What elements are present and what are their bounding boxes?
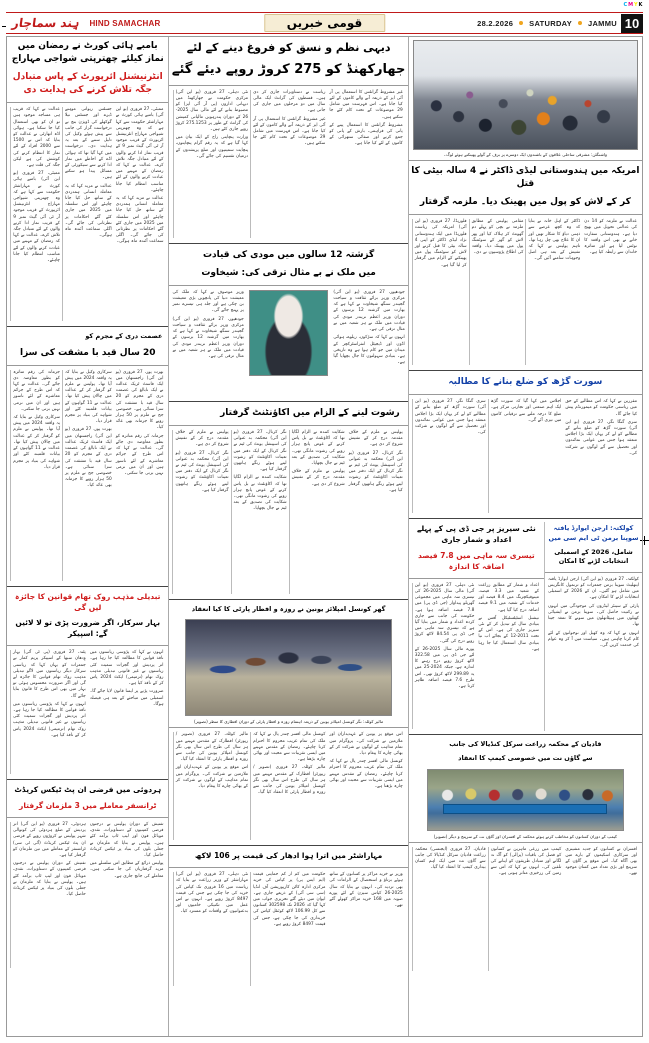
paragraph: بھرت پور، 27 فروری (یو این آئی) راجستھان میں ایک فاسٹ ٹریک عدالت نے ایک نابالغ کی عصمت دری کے مجرم کو 20 سال قید با مشقت کی سزا سنائی ہے۔ خصوصی جج نے ملزم پر 50 ہزار روپے کا جرمانہ بھی عائد کیا۔ xyxy=(115,369,164,431)
paragraph: وزیر موصوف نے کہا کہ ملک کی معیشت دنیا کی پانچویں بڑی معیشت بن چکی ہے اور جلد ہی تیسرے نمبر پر پہنچ جائے گی۔ xyxy=(172,289,244,314)
headline-line-2: انٹرنیشنل ائرپورٹ کے پاس متبادل جگہ تلاش کرنے کی ہدایت دی xyxy=(12,72,163,96)
headline-line-2 xyxy=(169,265,407,283)
body-col-a xyxy=(88,822,166,968)
cmyk-c: C xyxy=(623,2,628,8)
paragraph: پورے مالی سال 2025-26 کے لئے جی ڈی پی میں 322.58 لاکھ کروڑ روپے درج رہنے کا اندازہ ہے، جبکہ 2024-25 میں یہ 299.89 لاکھ کروڑ تھی۔ اس طرح 7.6 فیصد اضافہ ظاہر کرتا ہے۔ xyxy=(414,646,475,689)
body-col-a xyxy=(327,872,404,986)
body-col-a xyxy=(114,370,166,581)
paragraph: پولیس نے ملزم کے خلاف مقدمہ درج کر کے تفتیش شروع کر دی ہے۔ xyxy=(291,469,345,487)
portrait-photo-shekhawat xyxy=(249,290,329,376)
body-col-b xyxy=(250,90,327,238)
article-kolkata-tmc xyxy=(544,522,642,731)
headline-line-1 xyxy=(545,522,642,546)
paragraph: اعداد و شمار کے مطابق زراعت کے شعبہ میں 3.3 فیصد، مینوفیکچرنگ میں 8.4 فیصد اور خدمات کے شعبہ میں 9.1 فیصد اضافہ درج کیا گیا ہے۔ xyxy=(478,582,540,613)
headline xyxy=(169,405,407,423)
paragraph: نگر کرنال، 27 فروری (یو این آئی) محکمہ بد عنوانی کی اسپیشل یونٹ کی ٹیم نے نگر کرنال کے ایک دفتر میں تعینات اکاؤنٹنٹ کو رشوت لیتے ہوئے رنگے ہاتھوں گرفتار کیا ہے۔ xyxy=(175,450,229,493)
article-shekhawat-modi xyxy=(169,247,407,398)
body-col-c xyxy=(173,90,250,238)
article-conversion-law xyxy=(7,590,168,777)
masthead xyxy=(6,12,643,34)
body-col-b xyxy=(289,430,347,594)
paragraph: پارٹی کے سینئر لیڈروں کی موجودگی میں انہوں نے رکنیت حاصل کی۔ سوپنا برمن نے ایشیائی کھیلوں میں ہیپٹاتھلون میں سونے کا تمغہ جیتا تھا۔ xyxy=(548,603,639,628)
paragraph: نئی دہلی، 27 فروری (یو این آئی) مہاراشٹر کے وزیر زراعت نے بتایا کہ ریاست میں 16 فروری تک کپاس کی خرید کی جا چکی ہے جس کی قیمت 8497 کروڑ روپے ہے۔ انہوں نے اس عمل میں تکنیکی خامیوں اور بدعنوانیوں کے واقعات کو مسترد کیا۔ xyxy=(175,872,249,915)
headline-line-2: شامل، 2026 کے اسمبلی انتخابات لڑنے کا امکان xyxy=(554,548,633,566)
photo-snow-crowd xyxy=(413,40,638,150)
paragraph: شکایت کنندہ نے الزام لگایا تھا کہ اکاؤنٹنٹ نے بل پاس کرنے کے عوض پانچ ہزار روپے کی رشوت مانگی تھی۔ شکایت کی تصدیق کے بعد ٹیم نے جال بچھایا۔ xyxy=(233,475,287,512)
body-col-b xyxy=(250,732,327,840)
paragraph: انہوں نے کہا کہ پڑوسی ریاستوں میں نافذ قوانین کا مطالعہ کیا جا رہا ہے۔ اتر پردیش اور گجرات سمیت کئی ریاستوں نے غیر قانونی تبدیلی مذہب روک تھام (ترمیمی) ایکٹ 2024 پاس کر کے نافذ کیا ہے۔ xyxy=(89,650,164,687)
masthead-date: 28.2.2026 xyxy=(477,18,514,28)
headline-line-1: گزشتہ 12 سالوں میں مودی کی قیادت xyxy=(202,249,375,260)
paragraph: کونسل مالی افسر چندر پال نے کہا کہ ملک کی تمام غریب محروم کا احترام کرنا چاہئے۔ رمضان کے مقدس مہینے میں ایسی تقریبات سے محبت اور بھائی چارہ بڑھتا ہے۔ xyxy=(253,732,326,763)
paragraph: غیر مشروط گرانٹس کا استعمال پی آر آئی ایز کے ذریعہ آنے والے کاموں کے لئے کیا جاتا ہے۔ اس فہرست میں شامل 29 موضوعات کے تحت کام کئے جا سکتے ہیں۔ xyxy=(253,116,326,147)
headline-line-2 xyxy=(409,549,544,576)
body-col-c xyxy=(173,872,250,986)
headline-line-1: نئی سیریز پر جی ڈی پی کے پہلے اعداد و شمار جاری xyxy=(416,524,536,545)
paragraph: جرمانہ کی رقم متاثرہ کو بطور معاوضہ دی جائے گی۔ عدالت نے کہا کہ اس طرح کے جرائم معاشرے کے لئے ناسور ہیں اور ان میں نرمی نہیں برتی جا سکتی۔ xyxy=(115,433,164,476)
article-suratgarh-district xyxy=(409,374,642,515)
body-col-a xyxy=(169,288,246,398)
masthead-edition: JAMMU xyxy=(588,18,617,28)
cmyk-m: M xyxy=(628,2,634,8)
headline-line-2-text: ٹرانسفر معاملے میں 3 ملزمان گرفتار xyxy=(19,801,157,811)
paragraph: نیشنل اسٹیٹسٹیکل آفس نے بنیادی سال کو تبدیل کر کے نئی سیریز جاری کی ہے۔ اس کے تحت 2011-12 کے بجائے اب نیا بنیادی سال استعمال کیا جا رہا ہے۔ xyxy=(478,615,540,652)
body-col-c xyxy=(173,732,250,840)
headline-line-2 xyxy=(7,799,168,815)
masthead-meta xyxy=(477,19,617,28)
column-2 xyxy=(168,37,407,1036)
cmyk-k: K xyxy=(638,2,643,8)
paragraph: عدالت نے مزید کہا کہ یہ معاملہ انسانی ہمدردی کے ساتھ حل کیا جانا چاہئے اور اس سلسلہ میں 2025 میں جاری کئے گئے احکامات پر نظرثانی کی جائے گی۔ اگلی سماعت آئندہ ماہ ہوگی۔ xyxy=(115,196,164,245)
headline-line-2-text: سے گاؤں نت میں خصوصی کیمپ کا انعقاد xyxy=(458,754,593,763)
masthead-day: SATURDAY xyxy=(529,18,572,28)
body-col-a xyxy=(476,583,541,729)
body-col-c xyxy=(469,219,526,365)
banner-icon xyxy=(443,804,607,814)
headline-line-2 xyxy=(409,194,642,212)
body-col-b xyxy=(330,288,407,398)
article-iftar-party xyxy=(169,603,407,842)
masthead-logo-english: HIND SAMACHAR xyxy=(89,18,161,28)
page-number-badge: 10 xyxy=(621,14,643,33)
page-body xyxy=(6,36,643,1037)
paragraph: انہوں نے کہا کہ سڑکوں، ریلوے، ہوائی اڈوں اور ڈیجیٹل انفراسٹرکچر کے میدان میں جو کام ہوا ہے وہ تاریخی ہے۔ بنیادی سہولتوں کا جال بچھایا گیا ہے۔ xyxy=(333,335,405,366)
body-col-c xyxy=(412,399,488,513)
body-col-b xyxy=(488,847,564,971)
paragraph: ممبئی، 27 فروری (یو این آئی) بامبے ہائی کورٹ نے مہاراشٹر حکومت سے کہا ہے کہ وہ چھترپتی شیواجی مہاراج انٹرنیشنل ائرپورٹ کے قریب موجود آر ٹی آئی گیٹ نمبر 9 کے قریب نماز ادا کرنے والوں کے لئے متبادل جگہ تلاش کرے۔ عدالت نے کہا کہ رمضان کے مہینے میں عبادت کرنے والوں کے لئے مناسب انتظام کیا جانا چاہئے۔ xyxy=(13,171,60,264)
article-rape-convict-sentence xyxy=(7,330,168,582)
paragraph: ڈاکٹر کے اہل خانہ نے بتایا کہ وہ کچھ عرصے سے ذہنی دباؤ کا شکار تھیں اور ان کا علاج بھی چل رہا تھا۔ تاہم پولیس نے کہا کہ تفتیش کے بعد ہی اصل وجوہات سامنے آئیں گی۔ xyxy=(528,219,581,262)
paragraph: عدالت نے مزید کہا کہ یہ معاملہ انسانی ہمدردی کے ساتھ حل کیا جانا چاہئے اور اس سلسلہ میں 2025 میں جاری کئے گئے احکامات پر نظرثانی کی جائے گی۔ اگلی سماعت آئندہ ماہ ہوگی۔ xyxy=(64,183,112,239)
article-us-doctor-murder xyxy=(409,40,642,367)
paragraph: سری گنگا نگر، 27 فروری (یو این آئی) سورت گڑھ کو ضلع بنانے کے مطالبے کو لے کر یہاں ایک بڑا اجلاس منعقد ہوا جس میں عوامی نمائندوں اور تحصیل سے آئے لوگوں نے شرکت کی۔ xyxy=(414,399,486,436)
body-col-a xyxy=(563,847,639,971)
headline-line-1: ہردوئی میں فرضی ان پٹ ٹیکس کریڈٹ xyxy=(14,785,162,795)
cmyk-y: Y xyxy=(634,2,638,8)
paragraph: ہردوئی، 27 فروری (یو این آئی) اتر پردیش کے ضلع ہردوئی کی کوتوالی شہر پولیس نے کروڑوں روپے کے فرضی ان پٹ ٹیکس کریڈٹ (آئی ٹی سی) ٹرانسفر کے معاملے میں تین ملزمان کو گرفتار کیا ہے۔ xyxy=(13,821,86,858)
paragraph: ممبئی، 27 فروری (یو این آئی) بامبے ہائی کورٹ نے مہاراشٹر حکومت سے کہا ہے کہ وہ چھترپتی شیواجی مہاراج انٹرنیشنل ائرپورٹ کے قریب موجود آر ٹی آئی گیٹ نمبر 9 کے قریب نماز ادا کرنے والوں کے لئے متبادل جگہ تلاش کرے۔ عدالت نے کہا کہ رمضان کے مہینے میں عبادت کرنے والوں کے لئے مناسب انتظام کیا جانا چاہئے۔ xyxy=(115,107,164,193)
body-col-d xyxy=(172,430,230,594)
paragraph: اجلاس میں کہا گیا کہ سورت گڑھ ایک اہم صنعتی اور تجارتی مرکز ہے۔ ضلع کا درجہ ملنے سے ترقیاتی کاموں میں تیزی آئے گی۔ xyxy=(490,399,562,423)
column-3 xyxy=(408,37,642,1036)
body-col-a xyxy=(327,732,404,840)
headline-line-1: بامبے ہائی کورٹ نے رمضان میں نماز کیلئے چھترپتی شواجی مہاراج xyxy=(11,41,164,65)
paragraph: فلوریڈا، 27 فروری (یو این آئی) امریکہ کی ریاست فلوریڈا میں ایک ہندوستانی نژاد لیڈی ڈاکٹر کو اپنی 4 سالہ بیٹی کا قتل کرنے اور لاش کو سوئمنگ پول میں پھینکنے کے الزام میں گرفتار کر لیا گیا ہے۔ xyxy=(414,219,467,268)
headline-text: رشوت لینے کے الزام میں اکاؤنٹنٹ گرفتار xyxy=(220,407,400,418)
paragraph: مالیر کوٹلہ، 27 فروری (تصویر / رپورٹر) افطارک کے مقدس مہینے میں ہر سال کی طرح اس سال بھی نگر کونسل امپلائز یونین کی جانب سے روزہ و افطار پارٹی کا انعقاد کیا گیا۔ xyxy=(175,732,249,763)
separator-dot-icon-2 xyxy=(578,21,582,25)
photo-farmers-banner xyxy=(427,769,624,831)
paragraph: غیر مشروط گرانٹس کا استعمال پی آر آئی ایز کے ذریعہ آنے والے کاموں کے لئے کیا جاتا ہے۔ اس فہرست میں شامل 29 موضوعات کے تحت کام کئے جا سکتے ہیں۔ xyxy=(329,89,403,120)
headline-line-1: تبدیلی مذہب روک تھام قوانین کا جائزہ لیں گی xyxy=(15,591,161,612)
headline-line-2-text: تیسری سہ ماہی میں 7.8 فیصد اضافہ کا اندازہ xyxy=(417,550,535,571)
paragraph: پولیس نے ملزم کے خلاف مقدمہ درج کر کے تفتیش شروع کر دی ہے۔ xyxy=(348,429,403,448)
paragraph: نئی دہلی، 27 فروری (یو این آئی) مرکزی حکومت نے جھارکھنڈ میں دیہاتی اداروں (پی آر آئی ایز) کو مضبوط بنانے کے لئے مالی سال 2025-26 کے دوران پندرہویں مالیاتی کمیشن کی گرانٹ کے طور پر 275.1253 کروڑ روپے جاری کئے ہیں۔ xyxy=(175,89,249,132)
paragraph: مقامی پولیس کے مطابق ملزمہ نے بچی کو پہلے دم گھونٹ کر ہلاک کیا اور پھر لاش کو گھر کے سوئمنگ پول میں پھینک دیا۔ واقعہ کی اطلاع پڑوسیوں نے دی۔ xyxy=(471,219,524,256)
paragraph: سرکاری وکیل نے بتایا کہ یہ واقعہ 2024 میں پیش آیا تھا۔ پولیس نے ملزم کو گرفتار کر کے عدالت میں چالان پیش کیا تھا۔ عدالت نے 11 گواہوں کے بیانات قلمبند کئے اور شواہد کی بنیاد پر مجرم قرار دیا۔ xyxy=(64,369,112,425)
paragraph: نئی دہلی، 27 فروری (یو این آئی) مالی سال 2025-26 کی تیسری سہ ماہی میں مجموعی گھریلو پیداوار (جی ڈی پی) میں 7.8 فیصد اضافہ ہوا ہے۔ حکومت کی جانب سے جاری کردہ اعداد و شمار میں بتایا گیا ہے کہ تیسری سہ ماہی میں جی ڈی پی 84.54 لاکھ کروڑ روپے درج کی گئی۔ xyxy=(414,582,475,644)
article-jharkhand-funds xyxy=(169,37,407,240)
paragraph: جودھپور، 27 فروری (یو این آئی) مرکزی وزیر برائے ثقافت و سیاحت گجیندر سنگھ شیخاوت نے کہا ہے کہ بھارت میں گزشتہ 12 برسوں کے دوران وزیر اعظم نریندر مودی کی قیادت میں ملک نے ہر شعبہ میں بے مثال ترقی کی ہے۔ xyxy=(333,289,405,333)
paragraph: شکایت کنندہ نے الزام لگایا تھا کہ اکاؤنٹنٹ نے بل پاس کرنے کے عوض پانچ ہزار روپے کی رشوت مانگی تھی۔ شکایت کی تصدیق کے بعد ٹیم نے جال بچھایا۔ xyxy=(291,429,345,466)
body-col-a xyxy=(582,219,639,365)
photo-caption: مالیر کوٹلہ: نگر کونسل امپلائز یونین کے ذریعہ اہتمام روزہ و افطار پارٹی کے دوران افطاری کا منظر (تصویر) xyxy=(194,719,384,725)
paragraph: تفتیش کے دوران پولیس نے درجنوں فرضی کمپنیوں کے دستاویزات، نقدی، موبائل فون اور لیپ ٹاپ برآمد کئے ہیں۔ پولیس نے بتایا کہ ملزمان نے جعلی بلوں کی بنیاد پر ٹیکس کریڈٹ حاصل کیا۔ xyxy=(89,821,164,858)
paragraph: عدالت نے ملزمہ کو 14 دن کی عدالتی تحویل میں بھیج دیا ہے۔ ہندوستانی سفارت خانے نے بھی اس واقعہ کا نوٹس لیا ہے اور متاثرہ خاندان سے رابطہ کیا ہے۔ xyxy=(584,219,637,256)
body-col-b xyxy=(10,822,88,968)
paragraph: ریاست نے دستاویزات جاری کر دی ہیں۔ قسطوں کی گرانٹ ایک مالی سال میں دو مرحلوں میں جاری کی جاتی ہے۔ xyxy=(253,89,326,114)
headline-line-2-text: کر کے لاش کو پول میں پھینک دیا۔ ملزمہ گرفتار xyxy=(419,197,631,208)
article-bombay-hc xyxy=(7,37,168,323)
body-col-d xyxy=(412,219,469,365)
body-col-a xyxy=(347,430,405,594)
headline-line-1-text: کولکتہ: ارجن ایوارڈ یافتہ سوپنا برمن ٹی ایم سی میں xyxy=(548,524,639,542)
body-col-b xyxy=(62,107,114,321)
body-col-c xyxy=(10,370,62,581)
headline-line-2-text: میں ملک نے بے مثال ترقی کی: شیخاوت xyxy=(201,267,376,278)
body-col-b xyxy=(525,219,582,365)
kicker: عصمت دری کے مجرم کو xyxy=(85,332,163,341)
headline: مہاراشٹر میں اترا ہوا ادھار کی قیمت پر 106 لاکھ xyxy=(194,851,383,861)
article-qadian-camp xyxy=(409,738,642,973)
headline-line-2: جھارکھنڈ کو 275 کروڑ روپے دیئے گئے xyxy=(171,61,406,77)
masthead-section-banner: قومی خبریں xyxy=(264,14,385,32)
paragraph: مشروط گرانٹس کا استعمال پینے کے پانی کی فراہمی، بارش کے پانی کو جمع کرنے اور صفائی ستھرائی کے کاموں کے لئے کیا جاتا ہے۔ xyxy=(329,122,403,147)
body-col-b xyxy=(250,872,327,986)
article-cotton-procurement xyxy=(169,849,407,988)
article-accountant-bribe xyxy=(169,405,407,596)
paragraph: پولیس ذرائع کے مطابق اس سلسلے میں مزید گرفتاریاں کی جا سکتی ہیں۔ معاملے کی جانچ جاری ہے۔ xyxy=(89,861,164,879)
column-1 xyxy=(7,37,168,1036)
photo-iftar-gathering xyxy=(185,619,391,716)
paragraph: سری گنگا نگر، 27 فروری (یو این آئی) سورت گڑھ کو ضلع بنانے کے مطالبے کو لے کر یہاں ایک بڑا اجلاس منعقد ہوا جس میں عوامی نمائندوں اور تحصیل سے آئے لوگوں نے شرکت کی۔ xyxy=(565,419,637,456)
paragraph: اس موقع پر یونین کے عہدیداران اور ملازمین نے شرکت کی۔ پروگرام میں تمام مذاہب کے لوگوں نے شرکت کر کے بھائی چارے کا پیغام دیا۔ xyxy=(329,732,403,756)
photo-caption: کیمپ کے دوران کسانوں کو مخاطب کرتے ہوئے محکمہ کے افسران اور گاؤں نت کے سرپنچ و دیگر (تصویر) xyxy=(433,833,618,839)
headline-line-1: قادیان کے محکمہ زراعت سرکل کنڈیالا کی جانب xyxy=(449,739,602,748)
paragraph: کونسل مالی افسر چندر پال نے کہا کہ ملک کی تمام غریب محروم کا احترام کرنا چاہئے۔ رمضان کے مقدس مہینے میں ایسی تقریبات سے محبت اور بھائی چارہ بڑھتا ہے۔ xyxy=(329,759,403,789)
paragraph: سرکاری وکیل نے بتایا کہ یہ واقعہ 2024 میں پیش آیا تھا۔ پولیس نے ملزم کو گرفتار کر کے عدالت میں چالان پیش کیا تھا۔ عدالت نے 11 گواہوں کے بیانات قلمبند کئے اور شواہد کی بنیاد پر مجرم قرار دیا۔ xyxy=(13,415,60,470)
paragraph: نگر کرنال، 27 فروری (یو این آئی) محکمہ بد عنوانی کی اسپیشل یونٹ کی ٹیم نے نگر کرنال کے ایک دفتر میں تعینات اکاؤنٹنٹ کو رشوت لیتے ہوئے رنگے ہاتھوں گرفتار کیا ہے۔ xyxy=(348,450,403,493)
headline-line-1-text: امریکہ میں ہندوستانی لیڈی ڈاکٹر نے 4 سالہ بیٹی کا قتل xyxy=(411,166,640,190)
body-col-c xyxy=(10,107,62,321)
body-col-b xyxy=(62,370,114,581)
paragraph: مقررین نے کہا کہ اس مطالبے کے حق میں ریاستی حکومت کو میمورنڈم پیش کیا جائے گا۔ xyxy=(565,399,637,417)
paragraph: جرمانہ کی رقم متاثرہ کو بطور معاوضہ دی جائے گی۔ عدالت نے کہا کہ اس طرح کے جرائم معاشرے کے لئے ناسور ہیں اور ان میں نرمی نہیں برتی جا سکتی۔ xyxy=(13,369,60,412)
paragraph: کولکتہ، 27 فروری (یو این آئی) ارجن ایوارڈ یافتہ ایتھلیٹ سوپنا برمن جمعرات کو ترنمول کانگریس میں شامل ہو گئیں۔ ان کے 2026 کے اسمبلی انتخابات لڑنے کا امکان ہے۔ xyxy=(548,576,639,601)
paragraph: افسران نے کسانوں کو جدید مشینری اور سرکاری اسکیموں کے بارے میں بھی آگاہ کیا۔ اس موقع پر گاؤں کے سرپنچ اور بڑی تعداد میں کسان موجود تھے۔ xyxy=(565,846,637,877)
body-col-c xyxy=(231,430,289,594)
headline-line-1: دیہی نظم و نسق کو فروغ دینے کے لئے xyxy=(186,41,391,54)
paragraph: نگر کرنال، 27 فروری (یو این آئی) محکمہ بد عنوانی کی اسپیشل یونٹ کی ٹیم نے نگر کرنال کے ایک دفتر میں تعینات اکاؤنٹنٹ کو رشوت لیتے ہوئے رنگے ہاتھوں گرفتار کیا ہے۔ xyxy=(233,429,287,473)
headline-line-2: بہار سرکار، اگر ضرورت پڑی تو لا لائیں گے: اسپیکر xyxy=(15,618,161,639)
paragraph: مالیر کوٹلہ، 27 فروری (تصویر / رپورٹر) افطارک کے مقدس مہینے میں ہر سال کی طرح اس سال بھی نگر کونسل امپلائز یونین کی جانب سے روزہ و افطار پارٹی کا انعقاد کیا گیا۔ xyxy=(253,765,326,796)
body-col-a xyxy=(563,399,639,513)
body-col-a xyxy=(88,650,166,774)
photo-caption: واشنگٹن: مشرقی ساحلی علاقوں کے باشندوں ایک دوسرے پر برف کے گولے پھینکتے ہوئے لوگ۔ xyxy=(443,152,608,157)
paragraph: وزارت پنچایتی راج کے ایک بیان میں کہا گیا ہے کہ یہ رقم گرام پنچایتوں، پنچایت سمیتیوں اور ضلع پریشدوں کے درمیان تقسیم کی جائے گی۔ xyxy=(175,135,249,159)
body-col-b xyxy=(10,650,88,774)
paragraph: ضرورت پڑنے پر ایسا قانون لایا جائے گا۔ اسمبلی میں مباحثے کے بعد ہی فیصلہ ہوگا۔ xyxy=(89,689,164,707)
body-col-a xyxy=(114,107,166,321)
paragraph: وزیر نے خرید مراکز پر کسانوں کے ساتھ ہوئے برتاؤ و استحصال کے الزامات کی بھی تردید کی۔ انہوں نے بتایا کہ سال 2025-26 کپاس سیزن کے لئے پورے صوبہ میں 168 خرید مراکز کھولے گئے تھے۔ xyxy=(329,872,403,909)
paragraph: انہوں نے کہا کہ پڑوسی ریاستوں میں نافذ قوانین کا مطالعہ کیا جا رہا ہے۔ اتر پردیش اور گجرات سمیت کئی ریاستوں نے غیر قانونی تبدیلی مذہب روک تھام (ترمیمی) ایکٹ 2024 پاس کر کے نافذ کیا ہے۔ xyxy=(13,701,86,738)
paragraph: تفتیش کے دوران پولیس نے درجنوں فرضی کمپنیوں کے دستاویزات، نقدی، موبائل فون اور لیپ ٹاپ برآمد کئے ہیں۔ پولیس نے بتایا کہ ملزمان نے جعلی بلوں کی بنیاد پر ٹیکس کریڈٹ حاصل کیا۔ xyxy=(13,861,86,898)
paragraph: قادیان، 27 فروری (ایجنسی) محکمہ زراعت قادیان سرکل کنڈیالا کی جانب سے گاؤں نت میں ایک اہم کسان بیداری کیمپ کا انعقاد کیا گیا۔ xyxy=(414,846,486,871)
paragraph: عدالت نے کہا کہ قریب ہی مساجد موجود ہیں تو ان کو بھی استعمال کیا جا سکتا ہے۔ ہوائی اڈہ اتھارٹی نے عدالت کو بتایا کہ اس نے 1500 سے 2000 افراد کے لئے نماز کا انتظام کرنے کی کوشش کی ہے لیکن جگہ کی قلت ہے۔ xyxy=(13,107,60,169)
separator-dot-icon xyxy=(519,21,523,25)
kicker: گھر کونسل امپلائز یونین نے روزہ و افطار پارٹی کا کیا انعقاد xyxy=(191,604,386,613)
body-col-a xyxy=(327,90,404,238)
body-col-c xyxy=(412,847,488,971)
article-hardoi-tax-fraud xyxy=(7,783,168,970)
paragraph: بھرت پور، 27 فروری (یو این آئی) راجستھان میں ایک فاسٹ ٹریک عدالت نے ایک نابالغ کی عصمت دری کے مجرم کو 20 سال قید با مشقت کی سزا سنائی ہے۔ خصوصی جج نے ملزم پر 50 ہزار روپے کا جرمانہ بھی عائد کیا۔ xyxy=(64,427,112,489)
masthead-logo-urdu: ہِند سماچار xyxy=(11,16,81,30)
headline: سورت گڑھ کو ضلع بنانے کا مطالبہ xyxy=(448,377,603,388)
cmyk-registration-mark xyxy=(623,2,643,8)
paragraph: جسٹس ریواتی موہتے ڈیرے اور جسٹس نیلا گوکھلے کی ڈویژن بنچ نے درخواست گزار کی جانب سے پیش ہوئے وکیل کی دلیل سننے کے بعد یہ ہدایت دی۔ درخواست میں کہا گیا تھا کہ ہوائی اڈے کے احاطے میں نماز ادا کرنے سے سیکورٹی کے مسائل پیدا ہو سکتے ہیں۔ xyxy=(64,107,112,181)
headline-line-2 xyxy=(409,752,642,766)
paragraph: انہوں نے کہا کہ وہ کھیل اور نوجوانوں کے لئے کام کرنا چاہتی ہیں۔ سیاست میں آ کر وہ عوام کی خدمت کریں گی۔ xyxy=(548,630,639,648)
paragraph: جودھپور، 27 فروری (یو این آئی) مرکزی وزیر برائے ثقافت و سیاحت گجیندر سنگھ شیخاوت نے کہا ہے کہ بھارت میں گزشتہ 12 برسوں کے دوران وزیر اعظم نریندر مودی کی قیادت میں ملک نے ہر شعبہ میں بے مثال ترقی کی ہے۔ xyxy=(172,316,244,359)
body-col-b xyxy=(488,399,564,513)
headline-line-1 xyxy=(409,163,642,194)
paragraph: کیمپ میں زرعی ماہرین نے کسانوں کو فصل کی باقیات (پرالی) کو آگ نہ لگانے اور متبادل طریقوں کو اپنانے کی تلقین کی۔ انہوں نے کہا کہ اس سے زمین کی زرخیزی متاثر ہوتی ہے۔ xyxy=(490,846,562,877)
article-gdp xyxy=(409,522,544,731)
paragraph: اس موقع پر یونین کے عہدیداران اور ملازمین نے شرکت کی۔ پروگرام میں تمام مذاہب کے لوگوں نے شرکت کر کے بھائی چارے کا پیغام دیا۔ xyxy=(175,765,249,789)
paragraph: حکومت میں کم از کم حمایتی قیمت (ایم ایس پی) پر کپاس کی خرید مرکزی ادارہ کاٹن کارپوریشن آف انڈیا (سی سی آئی) کے ذریعے جاری ہے۔ ایوان میں دیئے گئے تحریری جواب میں کہا گیا کہ 2026 تک 302598 کسانوں سے کل 106.99 لاکھ کوئنٹل کپاس کی خریداری کی جا چکی ہے، جس کی قیمت 8497 کروڑ روپے ہے۔ xyxy=(253,872,326,927)
paragraph: پولیس نے ملزم کے خلاف مقدمہ درج کر کے تفتیش شروع کر دی ہے۔ xyxy=(175,429,229,448)
headline: 20 سال قید با مشقت کی سزا xyxy=(19,347,156,358)
paragraph: پٹنہ، 27 فروری (پی ٹی آئی) بہار وِدھان سبھا کے اسپیکر پریم کمار نے جمعرات کو یہاں کہا کہ ریاستی سرکار دیگر ریاستوں میں لاگو تبدیلی مذہب روک تھام قوانین کا جائزہ لے گی اور اگر ضرورت محسوس ہوئی تو بہار میں بھی اس طرح کا قانون بنایا جائے گا۔ xyxy=(13,650,86,699)
body-col-b xyxy=(412,583,477,729)
band-gdp-kolkata xyxy=(409,522,642,731)
